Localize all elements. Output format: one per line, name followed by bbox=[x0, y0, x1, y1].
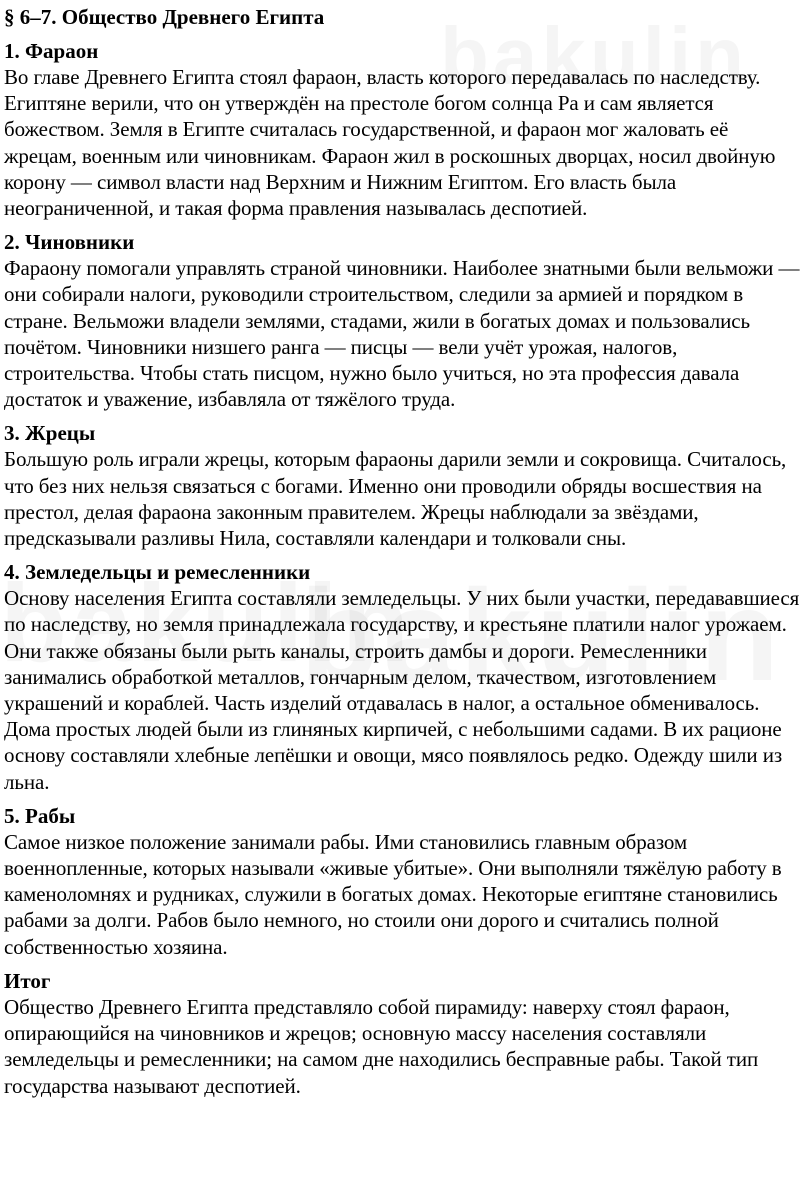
section-heading: 4. Земледельцы и ремесленники bbox=[4, 560, 311, 585]
section-body: Во главе Древнего Египта стоял фараон, власть которого передавалась по наследству. Египтяне верили, что он утверждён на престоле богом солнца Ра и сам является божеством. Земля в Египте считалась государственной, и фараон мог жаловать её жрецам, военным или чиновникам. Фараон жил в роскошных дворцах, носил двойную корону — символ власти над Верхним и Нижним Египтом. Его власть была неограниченной, и такая форма правления называлась деспотией. bbox=[4, 65, 776, 221]
section-heading: 1. Фараон bbox=[4, 39, 99, 63]
section-heading: Итог bbox=[4, 968, 51, 993]
document-title: § 6–7. Общество Древнего Египта bbox=[4, 5, 325, 29]
section-body: Основу населения Египта составляли земледельцы. У них были участки, передававшиеся по наследству, но земля принадлежала государству, и крестьяне платили налог урожаем. Они также обязаны были рыть каналы, строить дамбы и дороги. Ремесленники занимались обработкой металлов, гончарным делом, ткачеством, изготовлением украшений и кораблей. Часть изделий отдавалась в налог, а остальное обменивалось. Дома простых людей были из глиняных кирпичей, с небольшими садами. В их рационе основу составляли хлебные лепёшки и овощи, мясо появлялось редко. Одежду шили из льна. bbox=[4, 586, 800, 794]
section-priests bbox=[4, 420, 800, 551]
section-body: Самое низкое положение занимали рабы. Ими становились главным образом военнопленные, которых называли «живые убитые». Они выполняли тяжёлую работу в каменоломнях и рудниках, служили в богатых домах. Некоторые египтяне становились рабами за долги. Рабов было немного, но стоили они дорого и считались полной собственностью хозяина. bbox=[4, 829, 782, 959]
section-body: Большую роль играли жрецы, которым фараоны дарили земли и сокровища. Считалось, что без них нельзя связаться с богами. Именно они проводили обряды восшествия на престол, делая фараона законным правителем. Жрецы наблюдали за звёздами, предсказывали разливы Нила, составляли календари и толковали сны. bbox=[4, 447, 787, 551]
section-heading: 2. Чиновники bbox=[4, 230, 135, 255]
section-farmers-artisans bbox=[4, 559, 800, 795]
section-slaves bbox=[4, 803, 800, 960]
section-pharaoh bbox=[4, 38, 800, 221]
section-heading: 3. Жрецы bbox=[4, 421, 96, 446]
section-body: Фараону помогали управлять страной чиновники. Наиболее знатными были вельможи — они собирали налоги, руководили строительством, следили за армией и порядком в стране. Вельможи владели землями, стадами, жили в богатых домах и пользовались почётом. Чиновники низшего ранга — писцы — вели учёт урожая, налогов, строительства. Чтобы стать писцом, нужно было учиться, но эта профессия давала достаток и уважение, избавляла от тяжёлого труда. bbox=[4, 256, 800, 412]
section-body: Общество Древнего Египта представляло собой пирамиду: наверху стоял фараон, опирающийся на чиновников и жрецов; основную массу населения составляли земледельцы и ремесленники; на самом дне находились бесправные рабы. Такой тип государства называют деспотией. bbox=[4, 994, 759, 1098]
section-heading: 5. Рабы bbox=[4, 803, 76, 828]
section-officials bbox=[4, 229, 800, 412]
section-summary bbox=[4, 968, 800, 1099]
